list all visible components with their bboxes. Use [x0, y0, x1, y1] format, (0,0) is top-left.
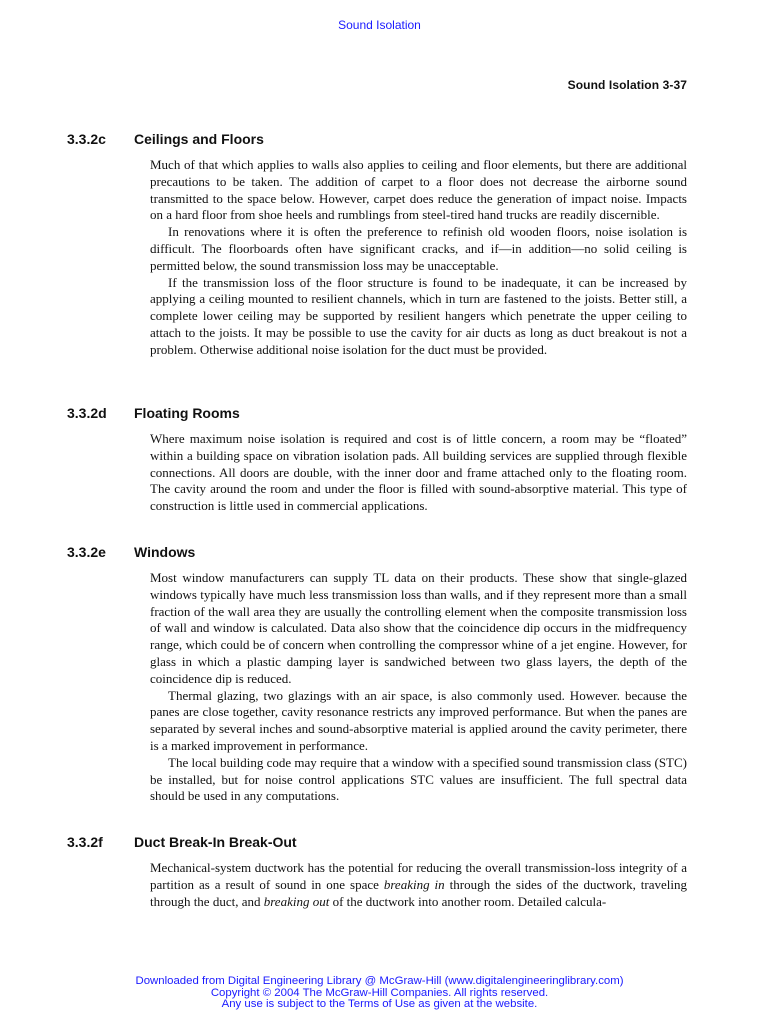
footer: [0, 976, 759, 1011]
paragraph: The local building code may require that a window with a specified sound transmission class (STC) be installed, but for noise control applications STC values are insufficient. The full spectral data should be used in any computations.: [150, 754, 687, 804]
text-run: through the sides of the ductwork, traveling through the duct, and: [150, 876, 688, 909]
section-number: 3.3.2c: [67, 131, 106, 147]
section-number: 3.3.2d: [67, 405, 107, 421]
emphasis-text: breaking in: [383, 876, 445, 892]
paragraph: In renovations where it is often the preference to refinish old wooden floors, noise isolation is difficult. The floorboards often have significant cracks, and if—in addition—no solid ceiling is permitted below, the sound transmission loss may be unacceptable.: [150, 224, 687, 273]
section-floating-rooms: [0, 405, 759, 515]
footer-copyright: Copyright © 2004 The McGraw-Hill Companies. All rights reserved.: [210, 986, 549, 999]
section-title: Duct Break-In Break-Out: [134, 834, 297, 850]
running-head: Sound Isolation 3-37: [567, 78, 687, 92]
section-title: Windows: [134, 544, 196, 560]
section-number: 3.3.2e: [67, 544, 106, 560]
section-duct-break-in: [0, 834, 759, 910]
header-link[interactable]: Sound Isolation: [338, 18, 421, 32]
emphasis-text: breaking out: [263, 893, 330, 909]
text-run: of the ductwork into another room. Detailed calcula-: [329, 893, 607, 909]
section-number: 3.3.2f: [67, 834, 103, 850]
paragraph: Thermal glazing, two glazings with an air space, is also commonly used. However. because the panes are close together, cavity resonance restricts any improved performance. But when the panes are separated by several inches and sound-absorptive material is applied around the cavity perimeter, there is a marked improvement in performance.: [150, 687, 687, 753]
footer-terms[interactable]: Any use is subject to the Terms of Use as given at the website.: [221, 998, 538, 1011]
paragraph: If the transmission loss of the floor structure is found to be inadequate, it can be increased by applying a ceiling mounted to resilient channels, which in turn are fastened to the joists. Better still, a complete lower ceiling may be supported by resilient hangers which penetrate the upper ceiling to attach to the joists. It may be possible to use the cavity for air ducts as long as duct breakout is not a problem. Otherwise additional noise isolation for the duct must be provided.: [150, 274, 687, 357]
paragraph: Most window manufacturers can supply TL data on their products. These show that single-glazed windows typically have much less transmission loss than walls, and if they represent more than a small fraction of the wall area they are usually the controlling element when the composite transmission loss of wall and window is calculated. Data also show that the coincidence dip occurs in the midfrequency range, which could be of concern when controlling the compressor whine of a jet engine. However, for glass in which a plastic damping layer is sandwiched between two glass layers, the depth of the coincidence dip is reduced.: [150, 570, 687, 686]
section-title: Floating Rooms: [134, 405, 240, 421]
paragraph: Much of that which applies to walls also applies to ceiling and floor elements, but there are additional precautions to be taken. The addition of carpet to a floor does not decrease the airborne sound transmitted to the space below. However, carpet does reduce the generation of impact noise. Impacts on a hard floor from shoe heels and rumblings from steel-tired hand trucks are readily discernible.: [150, 157, 687, 223]
text-run: Mechanical-system ductwork has the potential for reducing the overall transmission-loss integrity of a partition as a result of sound in one space: [150, 860, 687, 892]
section-ceilings-floors: [0, 131, 759, 359]
footer-download-link[interactable]: Downloaded from Digital Engineering Library @ McGraw-Hill (www.digitalengineeringlibrary.com): [135, 975, 624, 987]
paragraph: [150, 860, 687, 910]
section-windows: [0, 544, 759, 805]
paragraph: Where maximum noise isolation is required and cost is of little concern, a room may be “floated” within a building space on vibration isolation pads. All building services are supplied through flexible connections. All doors are double, with the inner door and frame attached only to the floating room. The cavity around the room and under the floor is filled with sound-absorptive material. This type of construction is little used in commercial applications.: [150, 431, 687, 514]
section-title: Ceilings and Floors: [134, 131, 264, 147]
